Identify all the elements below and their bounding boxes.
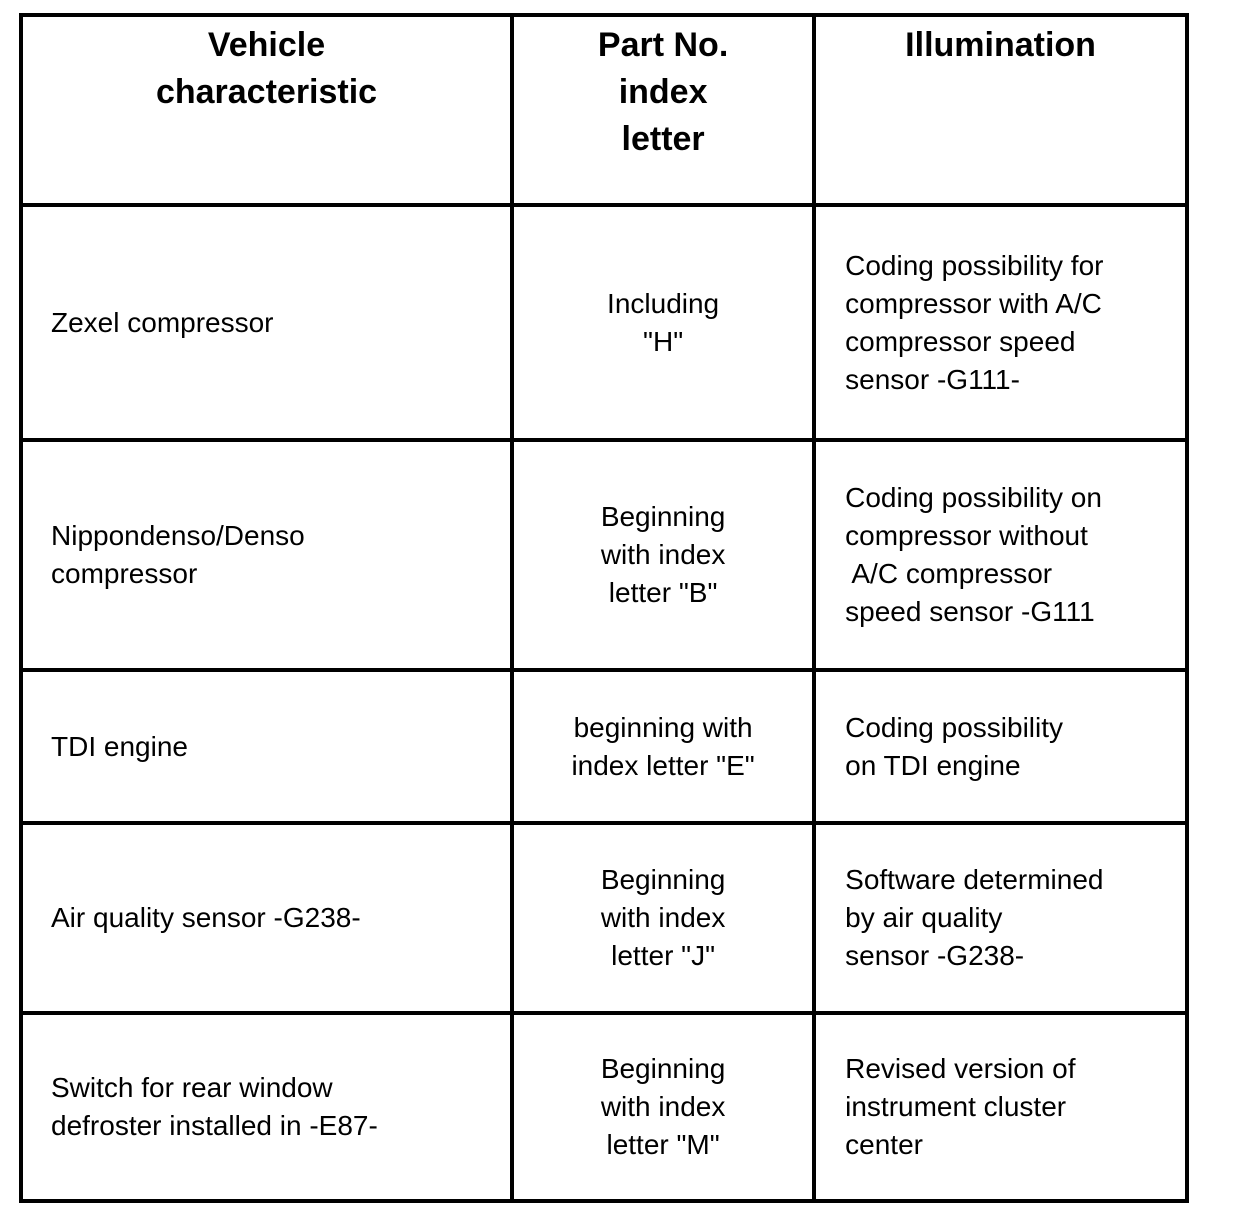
cell-characteristic xyxy=(21,440,512,670)
header-line: Part No. xyxy=(597,26,729,64)
header-line: Vehicle xyxy=(207,26,326,64)
cell-characteristic xyxy=(21,205,512,440)
cell-characteristic xyxy=(21,823,512,1013)
cell-line: instrument cluster xyxy=(845,1091,1067,1122)
cell-line: TDI engine xyxy=(51,730,188,762)
cell-line: compressor speed xyxy=(845,325,1076,357)
cell-line: Revised version of xyxy=(845,1053,1076,1084)
cell-line: Switch for rear window xyxy=(51,1072,333,1103)
cell-illumination xyxy=(814,1013,1187,1201)
cell-part-no xyxy=(512,823,814,1013)
coding-table xyxy=(19,13,1189,1203)
cell-line: Coding possibility for xyxy=(845,249,1104,281)
cell-line: Nippondenso/Denso xyxy=(51,520,305,551)
cell-part-no xyxy=(512,205,814,440)
cell-line: compressor without xyxy=(845,520,1088,551)
cell-line: Coding possibility on xyxy=(845,482,1102,513)
cell-part-no xyxy=(512,670,814,823)
cell-line: Beginning xyxy=(600,864,726,895)
cell-characteristic xyxy=(21,1013,512,1201)
cell-part-no xyxy=(512,1013,814,1201)
cell-characteristic xyxy=(21,670,512,823)
header-illumination xyxy=(814,15,1187,205)
cell-line: with index xyxy=(600,539,726,570)
cell-line: letter "B" xyxy=(608,577,718,608)
cell-line: Beginning xyxy=(600,1053,726,1084)
cell-illumination xyxy=(814,670,1187,823)
cell-line: sensor -G238- xyxy=(845,940,1025,971)
header-part-no xyxy=(512,15,814,205)
cell-line: defroster installed in -E87- xyxy=(51,1110,378,1141)
cell-line: compressor xyxy=(51,558,198,589)
cell-line: with index xyxy=(600,1091,726,1122)
cell-line: Including xyxy=(607,287,720,319)
header-line: characteristic xyxy=(155,73,378,111)
header-vehicle-characteristic xyxy=(21,15,512,205)
cell-line: Zexel compressor xyxy=(51,306,274,338)
header-line: index xyxy=(618,73,708,111)
table-row xyxy=(21,440,1187,670)
cell-line: A/C compressor xyxy=(845,558,1053,589)
header-line: Illumination xyxy=(905,26,1096,64)
table-row xyxy=(21,670,1187,823)
cell-line: compressor with A/C xyxy=(845,287,1102,319)
header-row xyxy=(21,15,1187,205)
cell-illumination xyxy=(814,823,1187,1013)
cell-line: Air quality sensor -G238- xyxy=(51,902,361,933)
cell-illumination xyxy=(814,205,1187,440)
cell-part-no xyxy=(512,440,814,670)
cell-line: with index xyxy=(600,902,726,933)
table-row xyxy=(21,1013,1187,1201)
cell-line: "H" xyxy=(643,325,684,357)
header-line: letter xyxy=(621,120,705,158)
cell-illumination xyxy=(814,440,1187,670)
cell-line: by air quality xyxy=(845,902,1003,933)
cell-line: speed sensor -G111 xyxy=(845,596,1095,627)
cell-line: letter "M" xyxy=(606,1129,720,1160)
cell-line: Software determined xyxy=(845,864,1104,895)
cell-line: sensor -G111- xyxy=(845,363,1020,395)
cell-line: on TDI engine xyxy=(845,749,1021,781)
cell-line: center xyxy=(845,1129,923,1160)
table-row xyxy=(21,823,1187,1013)
cell-line: beginning with xyxy=(573,711,753,743)
cell-line: Beginning xyxy=(600,501,726,532)
cell-line: Coding possibility xyxy=(845,711,1064,743)
cell-line: index letter "E" xyxy=(571,749,755,781)
table-row xyxy=(21,205,1187,440)
cell-line: letter "J" xyxy=(611,940,716,971)
